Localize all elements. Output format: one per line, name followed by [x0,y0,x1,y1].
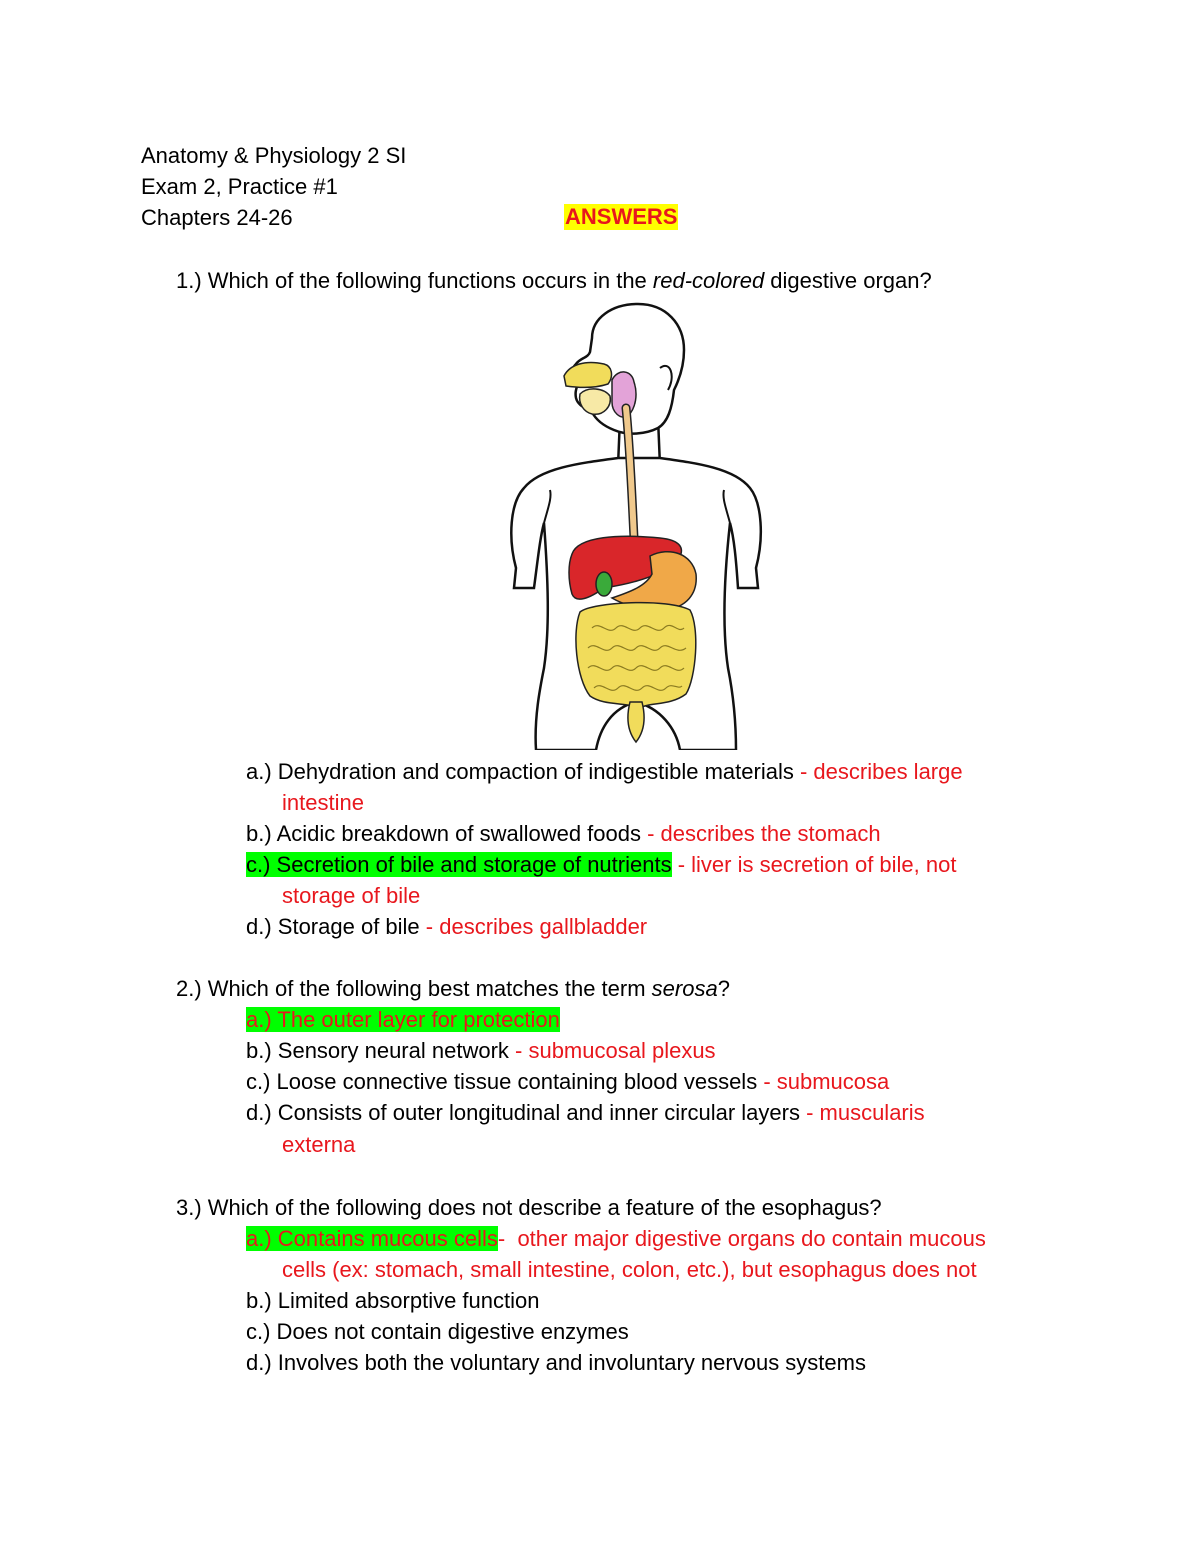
q3-option-b: b.) Limited absorptive function [246,1288,540,1313]
q2-option-a [246,1007,560,1033]
question-1-emphasis: red-colored [652,268,765,293]
q1-option-d-text: d.) Storage of bile [246,914,420,939]
q2-option-b-text: b.) Sensory neural network [246,1038,509,1063]
q2-option-d-note: - muscularis [799,1100,925,1125]
q2-option-b [246,1038,716,1064]
q2-option-d-text: d.) Consists of outer longitudinal and inner circular layers [246,1100,800,1125]
q1-option-b [246,821,881,847]
q1-option-a-note: - describes large [793,759,963,784]
question-2-emphasis: serosa [651,976,718,1001]
q3-option-c: c.) Does not contain digestive enzymes [246,1319,629,1344]
course-title: Anatomy & Physiology 2 SI [141,143,407,168]
q2-option-d-note-cont: externa [282,1132,356,1157]
gallbladder-shape [596,572,612,596]
q3-option-d: d.) Involves both the voluntary and involuntary nervous systems [246,1350,866,1375]
q1-option-d [246,914,647,940]
question-1-text: 1.) Which of the following functions occurs in the [176,268,653,293]
q2-option-c-text: c.) Loose connective tissue containing blood vessels [246,1069,758,1094]
q3-option-a [246,1226,986,1252]
question-3: 3.) Which of the following does not describe a feature of the esophagus? [176,1195,882,1220]
question-1 [176,268,932,294]
q3-option-a-dash: - [497,1226,506,1251]
nasal-cavity-shape [564,363,611,388]
question-2-suffix: ? [717,976,730,1001]
rectum-shape [628,702,644,742]
question-1-suffix: digestive organ? [764,268,932,293]
intestines-shape [576,603,696,708]
q1-option-c-note: - liver is secretion of bile, not [671,852,957,877]
question-2-text: 2.) Which of the following best matches the term [176,976,652,1001]
q2-option-b-note: - submucosal plexus [508,1038,716,1063]
chapters-label: Chapters 24-26 [141,205,293,230]
q1-correct-answer: c.) Secretion of bile and storage of nutrients [246,852,672,877]
q1-option-d-note: - describes gallbladder [419,914,648,939]
q1-option-c [246,852,956,878]
q1-option-a [246,759,963,785]
q1-option-c-note-cont: storage of bile [282,883,421,908]
mouth-shape [580,389,611,414]
q2-correct-answer: a.) The outer layer for protection [246,1007,560,1032]
q1-option-b-note: - describes the stomach [641,821,881,846]
q2-option-c [246,1069,889,1095]
answers-badge: ANSWERS [565,204,678,229]
q1-option-a-text: a.) Dehydration and compaction of indigestible materials [246,759,794,784]
q2-option-c-note: - submucosa [757,1069,890,1094]
q3-option-a-note-cont: cells (ex: stomach, small intestine, colon, etc.), but esophagus does not [282,1257,977,1282]
q3-correct-answer: a.) Contains mucous cells [246,1226,498,1251]
digestive-system-figure [500,298,775,750]
q3-option-a-note: other major digestive organs do contain mucous [505,1226,986,1251]
q2-option-d [246,1100,925,1126]
question-2 [176,976,730,1002]
q1-option-b-text: b.) Acidic breakdown of swallowed foods [246,821,641,846]
q1-option-a-note-cont: intestine [282,790,364,815]
exam-title: Exam 2, Practice #1 [141,174,338,199]
